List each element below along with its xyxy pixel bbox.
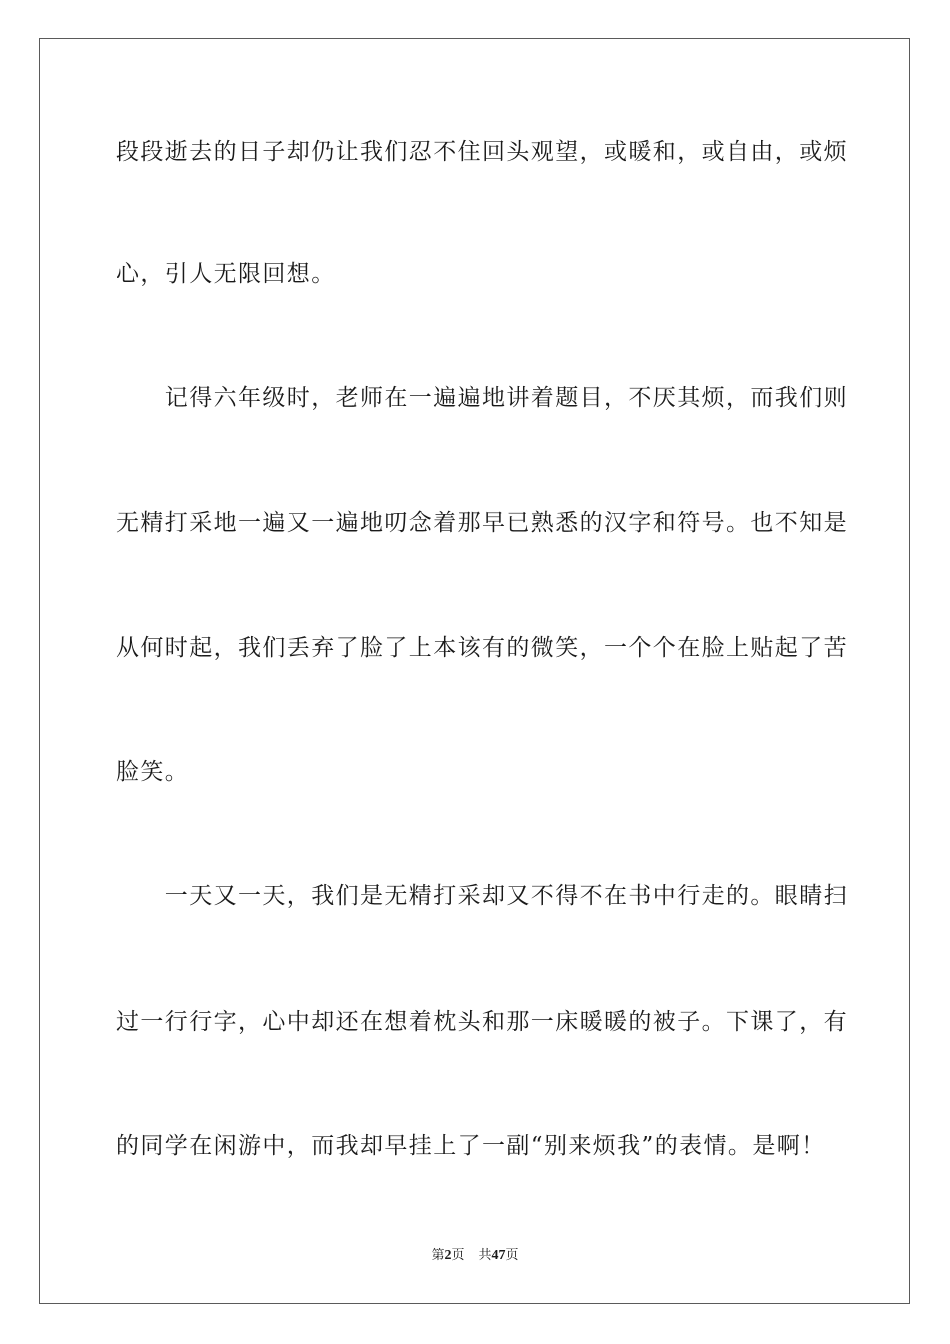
text-line-9: 的同学在闲游中，而我却早挂上了一副“别来烦我”的表情。是啊！ — [116, 1133, 826, 1159]
page-border — [39, 38, 910, 1304]
total-prefix: 共 — [478, 1248, 492, 1263]
text-line-7: 一天又一天，我们是无精打采却又不得不在书中行走的。眼睛扫 — [116, 883, 848, 909]
total-pages: 47 — [491, 1248, 506, 1263]
text-line-2: 心，引人无限回想。 — [116, 261, 336, 287]
text-line-5: 从何时起，我们丢弃了脸了上本该有的微笑，一个个在脸上贴起了苦 — [116, 635, 848, 661]
page-footer — [0, 1247, 950, 1265]
page-prefix: 第 — [431, 1248, 445, 1263]
text-line-3: 记得六年级时，老师在一遍遍地讲着题目，不厌其烦，而我们则 — [116, 385, 848, 411]
text-line-8: 过一行行字，心中却还在想着枕头和那一床暖暖的被子。下课了，有 — [116, 1009, 848, 1035]
text-line-4: 无精打采地一遍又一遍地叨念着那早已熟悉的汉字和符号。也不知是 — [116, 510, 848, 536]
text-line-1: 段段逝去的日子却仍让我们忍不住回头观望，或暖和，或自由，或烦 — [116, 139, 848, 165]
page-suffix: 页 — [451, 1248, 465, 1263]
page-number: 2 — [444, 1248, 452, 1263]
total-suffix: 页 — [505, 1248, 519, 1263]
text-line-6: 脸笑。 — [116, 759, 190, 785]
